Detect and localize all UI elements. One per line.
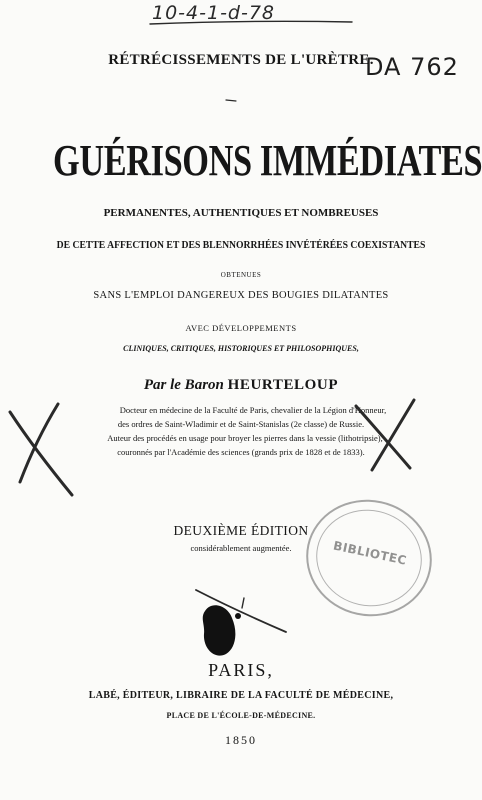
credentials-line-2: des ordres de Saint-Wladimir et de Saint-Stanislas (2e classe) de Russie. [117,419,365,429]
subtitle-affection: DE CETTE AFFECTION ET DES BLENNORRHÉES INVÉTÉRÉES COEXISTANTES [56,240,426,251]
imprint-year: 1850 [225,733,257,747]
author-name: HEURTELOUP [227,377,339,393]
edition-note: considérablement augmentée. [190,543,292,553]
credentials-line-3: Auteur des procédés en usage pour broyer les pierres dans la vessie (lithotripsie), [107,433,383,443]
main-title: GUÉRISONS IMMÉDIATES [53,136,482,185]
credentials-line-4: couronnés par l'Académie des sciences (grands prix de 1828 et de 1833). [117,447,365,457]
pencil-slash [196,590,286,632]
imprint-address: PLACE DE L'ÉCOLE-DE-MÉDECINE. [166,711,316,720]
credentials-line-1: Docteur en médecine de la Faculté de Paris, chevalier de la Légion d'Honneur, [119,405,387,415]
handwritten-shelfmark: DA 762 [365,53,459,81]
pencil-dash [226,100,236,101]
author-line [0,377,482,394]
ink-blot [203,605,236,655]
imprint-publisher: LABÉ, ÉDITEUR, LIBRAIRE DE LA FACULTÉ DE MÉDECINE, [88,690,394,701]
author-prefix: Par le Baron [143,377,224,393]
ink-blot [235,613,241,619]
subtitle-sans-emploi: SANS L'EMPLOI DANGEREUX DES BOUGIES DILATANTES [93,290,389,301]
series-title: RÉTRÉCISSEMENTS DE L'URÈTRE. [108,52,374,68]
subtitle-permanentes: PERMANENTES, AUTHENTIQUES ET NOMBREUSES [103,207,379,219]
subtitle-cliniques: CLINIQUES, CRITIQUES, HISTORIQUES ET PHILOSOPHIQUES, [123,344,359,353]
subtitle-obtenues: OBTENUES [220,271,262,279]
imprint-city: PARIS, [208,660,274,680]
pencil-tick [242,598,244,608]
handwritten-top-note: 10-4-1-d-78 [152,2,276,24]
library-stamp [295,488,442,628]
edition-title: DEUXIÈME ÉDITION [173,523,309,538]
subtitle-avec: AVEC DÉVELOPPEMENTS [185,323,297,333]
pencil-cross-left [20,404,58,482]
library-stamp-text: BIBLIOTEC [332,538,409,568]
